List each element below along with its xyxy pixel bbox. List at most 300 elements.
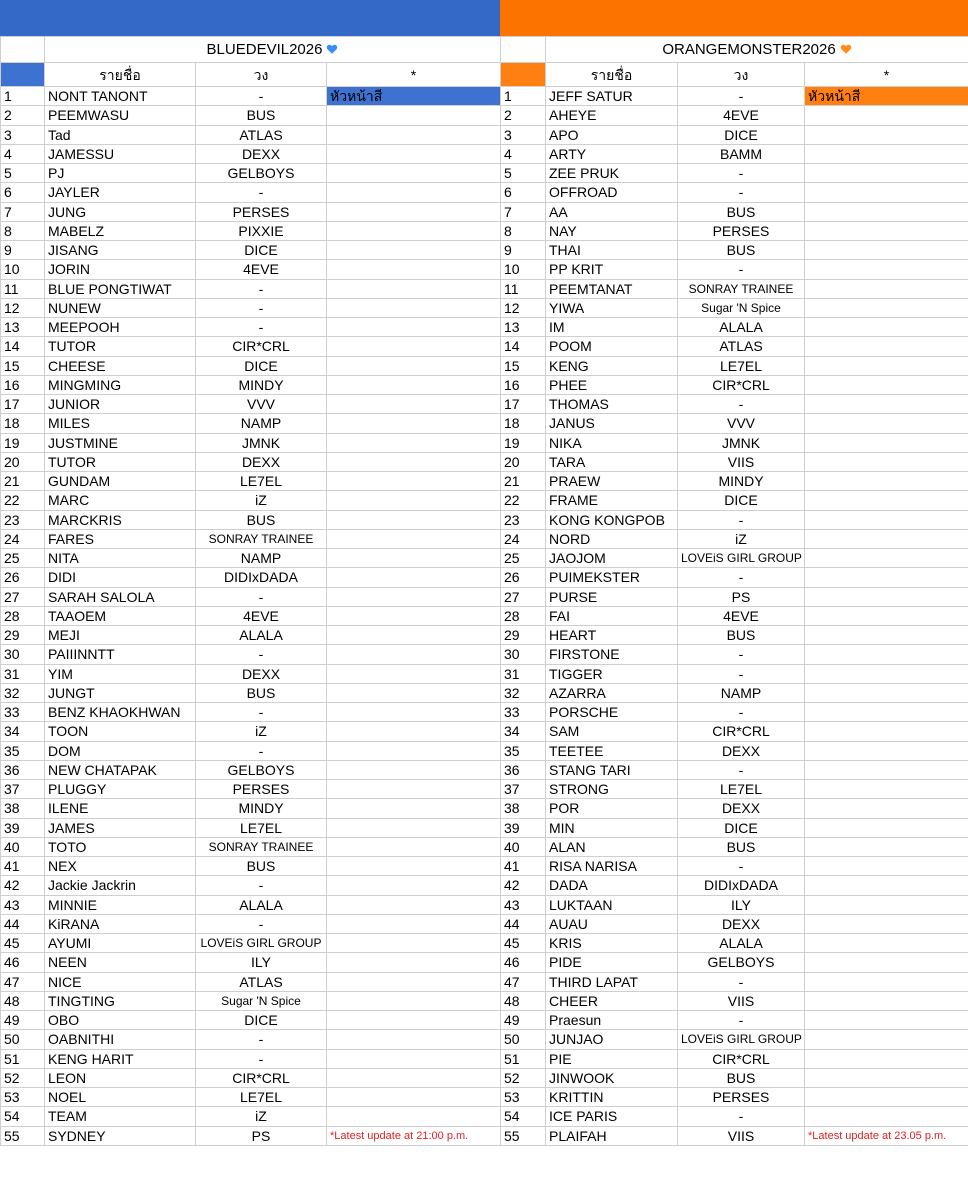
leader-label: หัวหน้าสี bbox=[327, 87, 501, 106]
member-name: OBO bbox=[45, 1011, 196, 1030]
member-name: YIWA bbox=[546, 298, 678, 317]
member-band: - bbox=[678, 1107, 805, 1126]
member-name: BLUE PONGTIWAT bbox=[45, 279, 196, 298]
row-number: 4 bbox=[1, 144, 45, 163]
star-cell bbox=[327, 837, 501, 856]
star-cell bbox=[805, 1011, 968, 1030]
header-band: วง bbox=[196, 63, 327, 87]
member-name: SAM bbox=[546, 722, 678, 741]
member-name: FRAME bbox=[546, 491, 678, 510]
table-row bbox=[1, 1088, 501, 1107]
member-name: MABELZ bbox=[45, 221, 196, 240]
member-name: DOM bbox=[45, 741, 196, 760]
member-name: AHEYE bbox=[546, 106, 678, 125]
star-cell bbox=[805, 895, 968, 914]
member-band: SONRAY TRAINEE bbox=[196, 837, 327, 856]
row-number: 38 bbox=[501, 799, 546, 818]
star-cell bbox=[327, 144, 501, 163]
star-cell bbox=[805, 549, 968, 568]
row-number: 28 bbox=[1, 606, 45, 625]
table-row bbox=[1, 1107, 501, 1126]
star-cell bbox=[805, 972, 968, 991]
row-number: 41 bbox=[501, 857, 546, 876]
table-row bbox=[1, 818, 501, 837]
row-number: 37 bbox=[501, 780, 546, 799]
table-row bbox=[1, 1011, 501, 1030]
star-cell bbox=[327, 375, 501, 394]
table-row bbox=[501, 337, 968, 356]
star-cell bbox=[327, 934, 501, 953]
table-row bbox=[501, 1088, 968, 1107]
member-name: LUKTAAN bbox=[546, 895, 678, 914]
member-band: PERSES bbox=[196, 202, 327, 221]
table-row bbox=[1, 452, 501, 471]
member-name: PLAIFAH bbox=[546, 1126, 678, 1145]
row-number: 27 bbox=[1, 587, 45, 606]
table-row bbox=[501, 298, 968, 317]
member-band: BUS bbox=[678, 837, 805, 856]
orange-corner-cell bbox=[501, 63, 546, 87]
star-cell bbox=[327, 241, 501, 260]
member-band: DEXX bbox=[678, 741, 805, 760]
member-band: SONRAY TRAINEE bbox=[196, 529, 327, 548]
member-name: DIDI bbox=[45, 568, 196, 587]
member-name: NAY bbox=[546, 221, 678, 240]
star-cell bbox=[327, 568, 501, 587]
star-cell bbox=[327, 298, 501, 317]
star-cell bbox=[805, 202, 968, 221]
member-band: - bbox=[678, 260, 805, 279]
member-band: - bbox=[678, 164, 805, 183]
member-band: BUS bbox=[196, 857, 327, 876]
table-row bbox=[1, 972, 501, 991]
member-band: CIR*CRL bbox=[196, 1068, 327, 1087]
row-number: 31 bbox=[501, 664, 546, 683]
member-name: KENG HARIT bbox=[45, 1049, 196, 1068]
table-row bbox=[1, 760, 501, 779]
member-name: FARES bbox=[45, 529, 196, 548]
member-name: Tad bbox=[45, 125, 196, 144]
row-number: 35 bbox=[1, 741, 45, 760]
table-row bbox=[1, 414, 501, 433]
member-name: NONT TANONT bbox=[45, 87, 196, 106]
member-band: DIDIxDADA bbox=[678, 876, 805, 895]
star-cell bbox=[327, 818, 501, 837]
member-band: - bbox=[196, 183, 327, 202]
member-name: MINGMING bbox=[45, 375, 196, 394]
member-band: - bbox=[678, 1011, 805, 1030]
table-row bbox=[1, 953, 501, 972]
member-name: TUTOR bbox=[45, 452, 196, 471]
member-band: JMNK bbox=[196, 433, 327, 452]
table-row bbox=[501, 125, 968, 144]
member-band: LE7EL bbox=[678, 780, 805, 799]
row-number: 49 bbox=[501, 1011, 546, 1030]
member-band: BUS bbox=[678, 626, 805, 645]
star-cell bbox=[805, 433, 968, 452]
blank-cell bbox=[501, 37, 546, 63]
member-name: KENG bbox=[546, 356, 678, 375]
member-band: VVV bbox=[678, 414, 805, 433]
row-number: 30 bbox=[1, 645, 45, 664]
table-row bbox=[501, 1126, 968, 1145]
member-band: DICE bbox=[196, 241, 327, 260]
table-row bbox=[1, 375, 501, 394]
star-cell bbox=[327, 510, 501, 529]
row-number: 35 bbox=[501, 741, 546, 760]
star-cell bbox=[805, 626, 968, 645]
member-name: SYDNEY bbox=[45, 1126, 196, 1145]
row-number: 49 bbox=[1, 1011, 45, 1030]
table-row bbox=[1, 164, 501, 183]
row-number: 30 bbox=[501, 645, 546, 664]
table-row bbox=[501, 529, 968, 548]
table-row bbox=[1, 356, 501, 375]
member-band: 4EVE bbox=[678, 106, 805, 125]
member-band: iZ bbox=[196, 491, 327, 510]
table-row bbox=[501, 645, 968, 664]
member-band: LE7EL bbox=[196, 472, 327, 491]
row-number: 12 bbox=[1, 298, 45, 317]
star-cell bbox=[805, 375, 968, 394]
member-name: NEEN bbox=[45, 953, 196, 972]
member-band: ALALA bbox=[678, 934, 805, 953]
row-number: 10 bbox=[501, 260, 546, 279]
row-number: 53 bbox=[1, 1088, 45, 1107]
latest-update-note: *Latest update at 21:00 p.m. bbox=[327, 1126, 501, 1145]
row-number: 9 bbox=[1, 241, 45, 260]
table-row bbox=[1, 318, 501, 337]
member-band: 4EVE bbox=[196, 260, 327, 279]
member-band: PERSES bbox=[678, 1088, 805, 1107]
member-band: CIR*CRL bbox=[196, 337, 327, 356]
member-band: DICE bbox=[678, 125, 805, 144]
row-number: 36 bbox=[501, 760, 546, 779]
row-number: 26 bbox=[1, 568, 45, 587]
star-cell bbox=[805, 529, 968, 548]
row-number: 20 bbox=[501, 452, 546, 471]
row-number: 52 bbox=[1, 1068, 45, 1087]
table-row bbox=[1, 106, 501, 125]
member-band: DEXX bbox=[678, 914, 805, 933]
star-cell bbox=[327, 318, 501, 337]
member-name: Jackie Jackrin bbox=[45, 876, 196, 895]
member-band: Sugar 'N Spice bbox=[196, 991, 327, 1010]
star-cell bbox=[327, 972, 501, 991]
row-number: 45 bbox=[501, 934, 546, 953]
star-cell bbox=[805, 683, 968, 702]
row-number: 3 bbox=[501, 125, 546, 144]
star-cell bbox=[805, 587, 968, 606]
member-name: PURSE bbox=[546, 587, 678, 606]
table-row bbox=[1, 241, 501, 260]
row-number: 50 bbox=[1, 1030, 45, 1049]
member-name: OABNITHI bbox=[45, 1030, 196, 1049]
star-cell bbox=[805, 818, 968, 837]
star-cell bbox=[805, 125, 968, 144]
star-cell bbox=[327, 491, 501, 510]
row-number: 29 bbox=[1, 626, 45, 645]
row-number: 48 bbox=[1, 991, 45, 1010]
table-row bbox=[501, 144, 968, 163]
row-number: 34 bbox=[501, 722, 546, 741]
table-row bbox=[501, 279, 968, 298]
member-band: DICE bbox=[196, 1011, 327, 1030]
member-name: TEAM bbox=[45, 1107, 196, 1126]
row-number: 27 bbox=[501, 587, 546, 606]
member-name: JUNIOR bbox=[45, 395, 196, 414]
member-name: MEJI bbox=[45, 626, 196, 645]
member-band: - bbox=[678, 972, 805, 991]
member-band: BUS bbox=[678, 202, 805, 221]
member-band: - bbox=[196, 298, 327, 317]
star-cell bbox=[327, 1068, 501, 1087]
table-row bbox=[501, 106, 968, 125]
member-band: - bbox=[678, 510, 805, 529]
star-cell bbox=[327, 606, 501, 625]
row-number: 22 bbox=[1, 491, 45, 510]
row-number: 36 bbox=[1, 760, 45, 779]
table-row bbox=[501, 164, 968, 183]
star-cell bbox=[327, 337, 501, 356]
row-number: 46 bbox=[501, 953, 546, 972]
star-cell bbox=[805, 914, 968, 933]
star-cell bbox=[327, 587, 501, 606]
row-number: 43 bbox=[1, 895, 45, 914]
member-band: ILY bbox=[196, 953, 327, 972]
star-cell bbox=[805, 606, 968, 625]
row-number: 15 bbox=[501, 356, 546, 375]
member-band: - bbox=[196, 318, 327, 337]
table-row bbox=[501, 683, 968, 702]
leader-label: หัวหน้าสี bbox=[805, 87, 968, 106]
member-name: TUTOR bbox=[45, 337, 196, 356]
member-name: Praesun bbox=[546, 1011, 678, 1030]
star-cell bbox=[805, 1030, 968, 1049]
member-band: ILY bbox=[678, 895, 805, 914]
star-cell bbox=[327, 549, 501, 568]
member-band: ALALA bbox=[196, 626, 327, 645]
star-cell bbox=[805, 337, 968, 356]
row-number: 19 bbox=[501, 433, 546, 452]
row-number: 3 bbox=[1, 125, 45, 144]
member-band: DICE bbox=[678, 491, 805, 510]
table-row bbox=[501, 664, 968, 683]
orangemonster-table bbox=[500, 36, 968, 1146]
table-row bbox=[1, 606, 501, 625]
member-band: - bbox=[678, 395, 805, 414]
member-name: DADA bbox=[546, 876, 678, 895]
star-cell bbox=[805, 703, 968, 722]
member-name: STRONG bbox=[546, 780, 678, 799]
member-band: - bbox=[196, 1030, 327, 1049]
star-cell bbox=[327, 645, 501, 664]
table-row bbox=[1, 895, 501, 914]
bluedevil-title bbox=[45, 37, 501, 63]
member-name: TAAOEM bbox=[45, 606, 196, 625]
row-number: 14 bbox=[1, 337, 45, 356]
table-row bbox=[1, 337, 501, 356]
star-cell bbox=[805, 1068, 968, 1087]
star-cell bbox=[805, 799, 968, 818]
row-number: 23 bbox=[1, 510, 45, 529]
member-name: JAMES bbox=[45, 818, 196, 837]
row-number: 42 bbox=[1, 876, 45, 895]
member-band: MINDY bbox=[678, 472, 805, 491]
row-number: 39 bbox=[1, 818, 45, 837]
member-name: HEART bbox=[546, 626, 678, 645]
header-name: รายชื่อ bbox=[546, 63, 678, 87]
row-number: 38 bbox=[1, 799, 45, 818]
row-number: 46 bbox=[1, 953, 45, 972]
row-number: 43 bbox=[501, 895, 546, 914]
star-cell bbox=[327, 876, 501, 895]
member-name: PLUGGY bbox=[45, 780, 196, 799]
member-band: - bbox=[678, 664, 805, 683]
row-number: 1 bbox=[501, 87, 546, 106]
table-row bbox=[1, 395, 501, 414]
member-name: PHEE bbox=[546, 375, 678, 394]
blue-corner-cell bbox=[1, 63, 45, 87]
member-band: BUS bbox=[196, 510, 327, 529]
member-band: - bbox=[678, 568, 805, 587]
table-row bbox=[501, 260, 968, 279]
member-name: MARC bbox=[45, 491, 196, 510]
table-row bbox=[501, 760, 968, 779]
star-cell bbox=[327, 414, 501, 433]
star-cell bbox=[805, 953, 968, 972]
row-number: 52 bbox=[501, 1068, 546, 1087]
table-row bbox=[1, 491, 501, 510]
row-number: 16 bbox=[501, 375, 546, 394]
member-name: JANUS bbox=[546, 414, 678, 433]
table-row bbox=[501, 87, 968, 106]
member-name: TOTO bbox=[45, 837, 196, 856]
star-cell bbox=[805, 991, 968, 1010]
table-row bbox=[501, 876, 968, 895]
row-number: 37 bbox=[1, 780, 45, 799]
member-name: NICE bbox=[45, 972, 196, 991]
star-cell bbox=[805, 857, 968, 876]
member-name: AZARRA bbox=[546, 683, 678, 702]
member-name: KONG KONGPOB bbox=[546, 510, 678, 529]
member-name: NITA bbox=[45, 549, 196, 568]
row-number: 47 bbox=[501, 972, 546, 991]
table-row bbox=[501, 356, 968, 375]
member-band: - bbox=[678, 87, 805, 106]
member-name: NORD bbox=[546, 529, 678, 548]
star-cell bbox=[805, 183, 968, 202]
member-band: NAMP bbox=[678, 683, 805, 702]
row-number: 25 bbox=[1, 549, 45, 568]
star-cell bbox=[327, 703, 501, 722]
table-row bbox=[501, 587, 968, 606]
member-band: VIIS bbox=[678, 991, 805, 1010]
member-band: LOVEiS GIRL GROUP bbox=[678, 1030, 805, 1049]
row-number: 41 bbox=[1, 857, 45, 876]
member-name: POR bbox=[546, 799, 678, 818]
member-band: - bbox=[678, 857, 805, 876]
member-band: ALALA bbox=[196, 895, 327, 914]
table-row bbox=[501, 606, 968, 625]
star-cell bbox=[327, 1107, 501, 1126]
star-cell bbox=[327, 626, 501, 645]
table-row bbox=[1, 510, 501, 529]
row-number: 17 bbox=[501, 395, 546, 414]
star-cell bbox=[327, 433, 501, 452]
table-row bbox=[1, 703, 501, 722]
star-cell bbox=[805, 356, 968, 375]
star-cell bbox=[327, 1088, 501, 1107]
star-cell bbox=[805, 510, 968, 529]
orange-header-bar bbox=[500, 0, 968, 36]
member-name: JAYLER bbox=[45, 183, 196, 202]
table-row bbox=[501, 452, 968, 471]
table-row bbox=[501, 202, 968, 221]
table-row bbox=[501, 472, 968, 491]
member-band: - bbox=[196, 741, 327, 760]
table-row bbox=[1, 991, 501, 1010]
star-cell bbox=[327, 472, 501, 491]
row-number: 24 bbox=[501, 529, 546, 548]
member-band: BUS bbox=[678, 1068, 805, 1087]
table-row bbox=[501, 433, 968, 452]
star-cell bbox=[805, 106, 968, 125]
table-row bbox=[501, 703, 968, 722]
member-band: DICE bbox=[196, 356, 327, 375]
table-row bbox=[501, 1011, 968, 1030]
orangemonster-title bbox=[546, 37, 968, 63]
table-row bbox=[1, 529, 501, 548]
member-band: PS bbox=[196, 1126, 327, 1145]
member-name: JISANG bbox=[45, 241, 196, 260]
row-number: 2 bbox=[501, 106, 546, 125]
row-number: 11 bbox=[501, 279, 546, 298]
row-number: 29 bbox=[501, 626, 546, 645]
blue-heart-icon bbox=[326, 43, 338, 55]
star-cell bbox=[805, 395, 968, 414]
table-row bbox=[1, 1126, 501, 1145]
member-band: DEXX bbox=[196, 144, 327, 163]
member-band: LOVEiS GIRL GROUP bbox=[196, 934, 327, 953]
row-number: 44 bbox=[1, 914, 45, 933]
row-number: 33 bbox=[1, 703, 45, 722]
table-row bbox=[501, 972, 968, 991]
member-name: THIRD LAPAT bbox=[546, 972, 678, 991]
star-cell bbox=[327, 857, 501, 876]
member-band: - bbox=[196, 1049, 327, 1068]
table-row bbox=[501, 375, 968, 394]
member-band: - bbox=[196, 914, 327, 933]
table-row bbox=[1, 780, 501, 799]
member-name: MINNIE bbox=[45, 895, 196, 914]
member-name: THAI bbox=[546, 241, 678, 260]
member-band: BUS bbox=[196, 683, 327, 702]
table-row bbox=[501, 722, 968, 741]
member-band: NAMP bbox=[196, 549, 327, 568]
table-row bbox=[1, 144, 501, 163]
star-cell bbox=[805, 298, 968, 317]
row-number: 26 bbox=[501, 568, 546, 587]
member-name: PUIMEKSTER bbox=[546, 568, 678, 587]
member-band: MINDY bbox=[196, 799, 327, 818]
member-band: DEXX bbox=[196, 664, 327, 683]
row-number: 17 bbox=[1, 395, 45, 414]
member-name: NIKA bbox=[546, 433, 678, 452]
row-number: 5 bbox=[1, 164, 45, 183]
member-name: ARTY bbox=[546, 144, 678, 163]
star-cell bbox=[327, 125, 501, 144]
